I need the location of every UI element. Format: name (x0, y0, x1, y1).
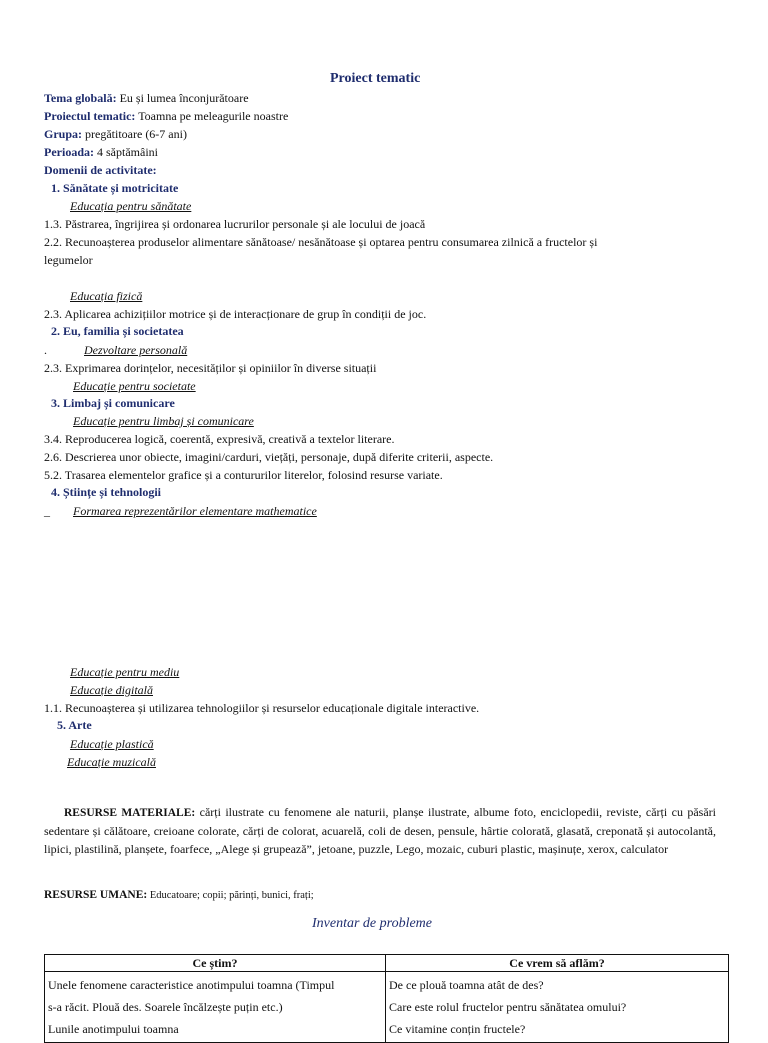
table-header-row (45, 955, 729, 972)
resurse-materiale-label: RESURSE MATERIALE: (64, 807, 196, 819)
inventar-title: Inventar de probleme (312, 916, 432, 931)
resurse-umane (44, 888, 314, 902)
meta-period (44, 146, 158, 158)
section-heading: 3. Limbaj și comunicare (51, 396, 175, 410)
objective-line: legumelor (44, 253, 93, 267)
page-title: Proiect tematic (330, 71, 421, 86)
meta-value: Toamna pe meleagurile noastre (135, 109, 289, 123)
objective-line: 1.3. Păstrarea, îngrijirea și ordonarea lucrurilor personale și ale locului de joacă (44, 217, 426, 231)
cell-line: Unele fenomene caracteristice anotimpului toamna (Timpul (48, 978, 335, 992)
resurse-materiale (44, 803, 716, 858)
cell-line: Care este rolul fructelor pentru sănătatea omului? (389, 1000, 627, 1014)
resurse-umane-text: Educatoare; copii; părinți, bunici, frați; (147, 890, 314, 901)
cell-want (386, 972, 729, 1043)
section-heading: 5. Arte (57, 718, 92, 732)
subsection-label: Educația fizică (70, 289, 143, 303)
meta-group (44, 128, 187, 140)
meta-label: Proiectul tematic: (44, 109, 136, 123)
section-heading: 2. Eu, familia și societatea (51, 324, 184, 338)
subsection-label: Educație pentru societate (73, 379, 196, 393)
domains-label: Domenii de activitate: (44, 163, 157, 177)
meta-global-theme (44, 92, 249, 104)
objective-line: 2.3. Exprimarea dorințelor, necesităților și opiniilor în diverse situații (44, 361, 377, 375)
meta-project (44, 110, 288, 122)
cell-line: Ce vitamine conțin fructele? (389, 1022, 526, 1036)
subsection-label: Educație muzicală (67, 755, 156, 769)
meta-label: Tema globală: (44, 91, 117, 105)
table-row (45, 972, 729, 1043)
section-heading: 1. Sănătate și motricitate (51, 181, 179, 195)
col-header-want: Ce vrem să aflăm? (386, 955, 729, 972)
stray-dot: . (44, 343, 47, 357)
subsection-label: Educație digitală (70, 683, 153, 697)
subsection-label: Educație pentru limbaj și comunicare (73, 414, 254, 428)
subsection-label: Dezvoltare personală (84, 343, 188, 357)
resurse-umane-label: RESURSE UMANE: (44, 889, 148, 901)
cell-line: Lunile anotimpului toamna (48, 1022, 179, 1036)
inventar-table (44, 954, 729, 1043)
subsection-label: Educație plastică (70, 737, 154, 751)
objective-line: 5.2. Trasarea elementelor grafice și a contururilor literelor, folosind resurse variate. (44, 468, 443, 482)
meta-label: Perioada: (44, 145, 94, 159)
stray-underscore: _ (44, 504, 50, 518)
objective-line: 3.4. Reproducerea logică, coerentă, expresivă, creativă a textelor literare. (44, 432, 395, 446)
meta-label: Grupa: (44, 127, 83, 141)
objective-line: 2.2. Recunoașterea produselor alimentare sănătoase/ nesănătoase și optarea pentru consumarea zilnică a fructelor și (44, 235, 598, 249)
cell-line: De ce plouă toamna atât de des? (389, 978, 544, 992)
meta-value: pregătitoare (6-7 ani) (82, 127, 187, 141)
objective-line: 2.6. Descrierea unor obiecte, imagini/carduri, viețăți, personaje, după diferite criterii, aspecte. (44, 450, 494, 464)
subsection-label: Formarea reprezentărilor elementare mathematice (73, 504, 317, 518)
objective-line: 1.1. Recunoașterea și utilizarea tehnologiilor și resurselor educaționale digitale interactive. (44, 701, 480, 715)
meta-value: 4 săptămâini (94, 145, 158, 159)
objective-line: 2.3. Aplicarea achizițiilor motrice și de interacționare de grup în condiții de joc. (44, 307, 427, 321)
cell-known (45, 972, 386, 1043)
subsection-label: Educația pentru sănătate (70, 199, 192, 213)
subsection-label: Educație pentru mediu (70, 665, 180, 679)
meta-value: Eu și lumea înconjurătoare (116, 91, 249, 105)
section-heading: 4. Științe și tehnologii (51, 485, 162, 499)
resurse-materiale-text: cărți ilustrate cu fenomene ale naturii, planșe ilustrate, albume foto, enciclopedii, reviste, cărți cu păsări sedentare și călătoare, creioane colorate, cărți de colorat, acuarelă, coli de desen, pensule, hârtie colorată, glasată, creponată și autocolantă, lipici, plastilină, planșete, foarfece, „Alege și grupează”, jetoane, puzzle, Lego, mozaic, cuburi plastic, mașinuțe, xerox, calculator (44, 805, 716, 856)
cell-line: s-a răcit. Plouă des. Soarele încălzește puțin etc.) (48, 1000, 283, 1014)
col-header-known: Ce știm? (45, 955, 386, 972)
